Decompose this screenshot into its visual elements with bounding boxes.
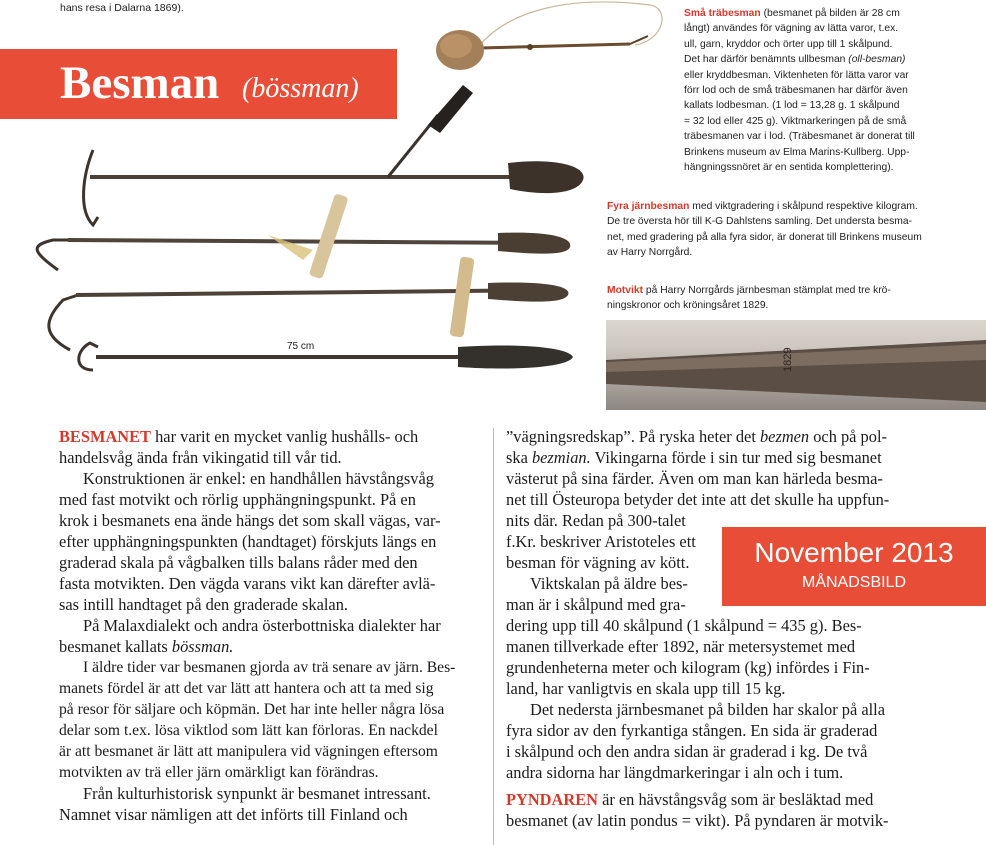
page-subtitle: (bössman) bbox=[242, 73, 359, 104]
caption-small-wood-besman: Små träbesman (besmanet på bilden är 28 cm långt) användes för vägning av lätta varor, t.ex. ull, garn, kryddor och örter upp till 1 skålpund. Det har därför benämnts ullbesman (oll-besman) eller kryddbesman. Viktenheten för lätta varor var förr lod och de små träbesmanen har därför även kallats lodbesman. (1 lod = 13,28 g. 1 skålpund = 32 lod eller 425 g). Viktmarkeringen på de små träbesmanen var i lod. (Träbesmanet är donerat till Brinkens museum av Elma Marins-Kullberg. Upp- hängningssnöret är en sentida komplettering). bbox=[684, 8, 915, 174]
body-column-left: BESMANET har varit en mycket vanlig hushålls- och handelsvåg ända från vikingatid till vår tid. Konstruktionen är enkel: en handhållen hävstångsvåg med fast motvikt och rörlig upphängningspunkt. På en krok i besmanets ena ände hängs det som skall vägas, var- efter upphängningspunkten (handtaget) förskjuts längs en graderad skala på vågbalken tills balans råder med den fasta motvikten. Den vägda varans vikt kan därefter avlä- sas intill handtaget på den graderade skalan. På Malaxdialekt och andra österbottniska dialekter har besmanet kallats bössman. I äldre tider var besmanen gjorda av trä senare av järn. Bes- manets fördel är att det var lätt att hantera och att ta med sig på resor för säljare och köpmän. Det har inte heller några lösa delar som t.ex. lösa viktlod som lätt kan förloras. En nackdel är att besmanet är lätt att manipulera vid vägningen eftersom motvikten av trä eller järn omärkligt kan förändras. Från kulturhistorisk synpunkt är besmanet intressant. Namnet visar nämligen att det införts till Finland och bbox=[59, 427, 456, 824]
month-banner bbox=[722, 527, 986, 606]
counterweight-photo bbox=[606, 320, 986, 410]
month-subtitle: MÅNADSBILD bbox=[801, 574, 907, 591]
column-divider bbox=[493, 428, 494, 845]
stamp-year: 1829 bbox=[782, 347, 794, 372]
top-caption: hans resa i Dalarna 1869). bbox=[60, 2, 184, 14]
lead-besmanet: BESMANET bbox=[59, 427, 151, 446]
iron-besman-2 bbox=[37, 193, 570, 279]
body-column-right: ”vägningsredskap”. På ryska heter det bezmen och på pol- ska bezmian. Vikingarna förde i sin tur med sig besmanet västerut på sina färder. Även om man kan härleda besma- net till Östeuropa betyder det inte att det skulle ha uppfun- nits där. Redan på 300-talet f.Kr. beskriver Aristoteles ett besman för vägning av kött. Viktskalan på äldre bes- man är i skålpund med gra- dering upp till 40 skålpund (1 skålpund = 435 g). Bes- manen tillverkade efter 1892, när metersystemet med grundenheterna meter och kilogram (kg) infördes i Fin- land, har vanligtvis en skala upp till 15 kg. Det nedersta järnbesmanet på bilden har skalor på alla fyra sidor av den fyrkantiga stången. En sida är graderad i skålpund och den andra sidan är graderad i kg. De två andra sidorna har längdmarkeringar i aln och i tum. PYNDAREN är en hävstångsvåg som är besläktad med besmanet (av latin pondus = vikt). På pyndaren är motvik- bbox=[506, 427, 890, 830]
month-title: November 2013 bbox=[754, 537, 954, 568]
iron-besman-3 bbox=[49, 256, 569, 350]
caption-lead: Små träbesman bbox=[684, 8, 761, 19]
caption-counterweight: Motvikt på Harry Norrgårds järnbesman stämplat med tre krö- ningskronor och kröningsåret 1829. bbox=[607, 285, 891, 312]
iron-besman-4 bbox=[79, 343, 573, 370]
small-wood-besman-image bbox=[420, 0, 680, 80]
four-iron-besman-image bbox=[28, 85, 598, 385]
page-title: Besman bbox=[60, 57, 220, 109]
caption-four-iron-besman: Fyra järnbesman med viktgradering i skålpund respektive kilogram. De tre översta hör till K-G Dahlstens samling. Det understa besma- net, med gradering på alla fyra sidor, är donerat till Brinkens museum av Harry Norrgård. bbox=[607, 201, 922, 259]
lead-pyndaren: PYNDAREN bbox=[506, 790, 598, 809]
scale-label: 75 cm bbox=[287, 341, 315, 352]
